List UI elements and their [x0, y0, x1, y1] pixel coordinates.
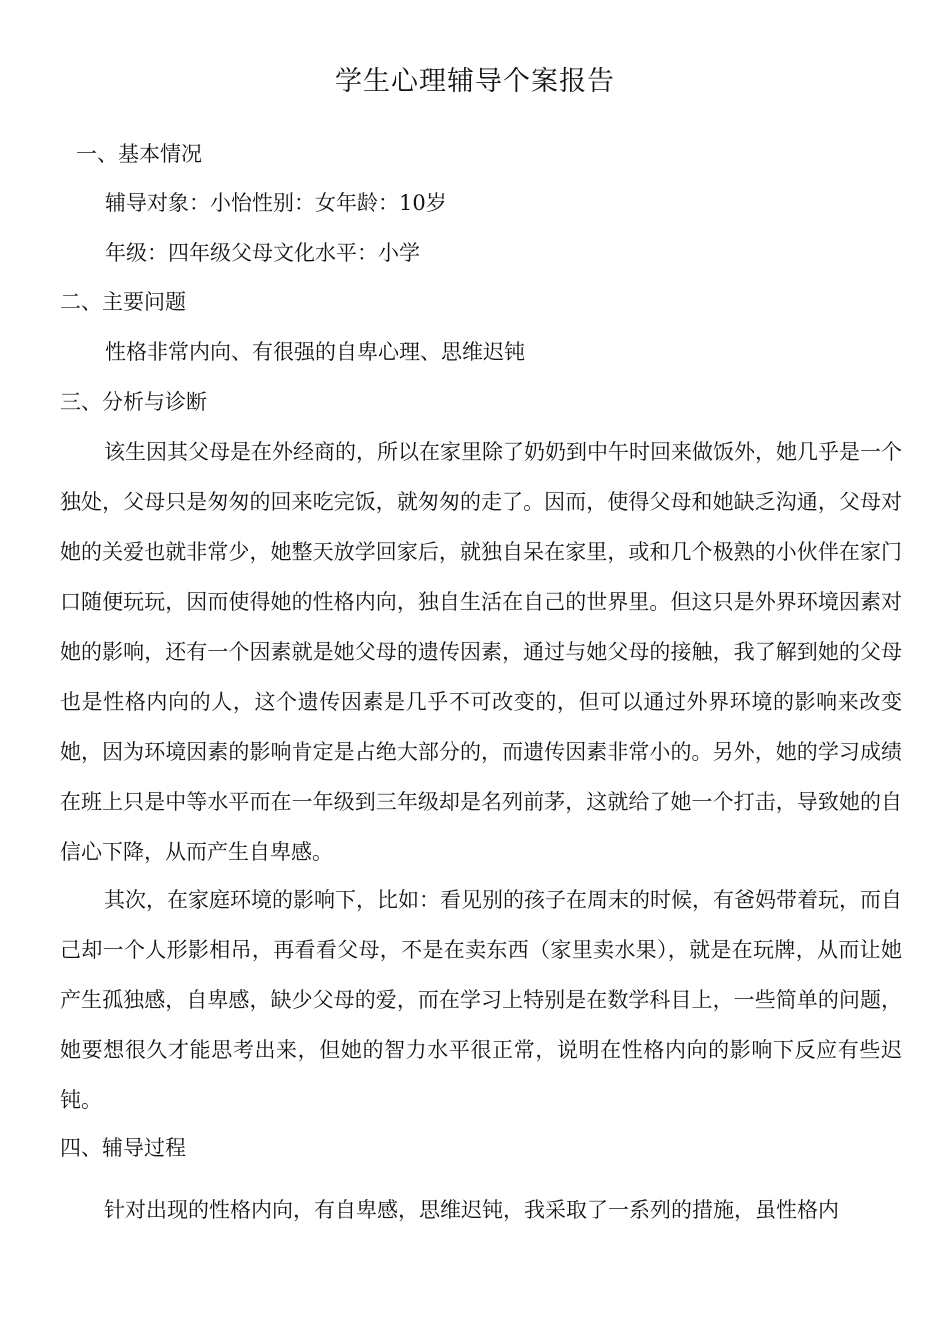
- analysis-paragraph-1: 该生因其父母是在外经商的，所以在家里除了奶奶到中午时回来做饭外，她几乎是一个独处，父母只是匆匆的回来吃完饭，就匆匆的走了。因而，使得父母和她缺乏沟通，父母对她的关爱也就非常少，她整天放学回家后，就独自呆在家里，或和几个极熟的小伙伴在家门口随便玩玩，因而使得她的性格内向，独自生活在自己的世界里。但这只是外界环境因素对她的影响，还有一个因素就是她父母的遗传因素，通过与她父母的接触，我了解到她的父母也是性格内向的人，这个遗传因素是几乎不可改变的，但可以通过外界环境的影响来改变她，因为环境因素的影响肯定是占绝大部分的，而遗传因素非常小的。另外，她的学习成绩在班上只是中等水平而在一年级到三年级却是名列前茅，这就给了她一个打击，导致她的自信心下降，从而产生自卑感。: [60, 440, 902, 864]
- main-problems-line: 性格非常内向、有很强的自卑心理、思维迟钝: [105, 340, 525, 364]
- document-title: 学生心理辅导个案报告: [335, 66, 615, 97]
- basic-info-line-1: 辅导对象：小怡性别：女年龄：10岁: [105, 191, 447, 215]
- section-heading-counseling-process: 四、辅导过程: [60, 1136, 186, 1160]
- counseling-paragraph-1: 针对出现的性格内向，有自卑感，思维迟钝，我采取了一系列的措施，虽性格内: [104, 1198, 839, 1222]
- analysis-paragraph-2: 其次，在家庭环境的影响下，比如：看见别的孩子在周末的时候，有爸妈带着玩，而自己却一个人形影相吊，再看看父母，不是在卖东西（家里卖水果），就是在玩牌，从而让她产生孤独感，自卑感，缺少父母的爱，而在学习上特别是在数学科目上，一些简单的问题，她要想很久才能思考出来，但她的智力水平很正常，说明在性格内向的影响下反应有些迟钝。: [60, 888, 902, 1112]
- basic-info-line-2: 年级：四年级父母文化水平：小学: [105, 241, 420, 265]
- section-heading-basic-info: 一、基本情况: [76, 142, 202, 166]
- section-heading-analysis: 三、分析与诊断: [60, 390, 207, 414]
- section-heading-main-problems: 二、主要问题: [60, 290, 186, 314]
